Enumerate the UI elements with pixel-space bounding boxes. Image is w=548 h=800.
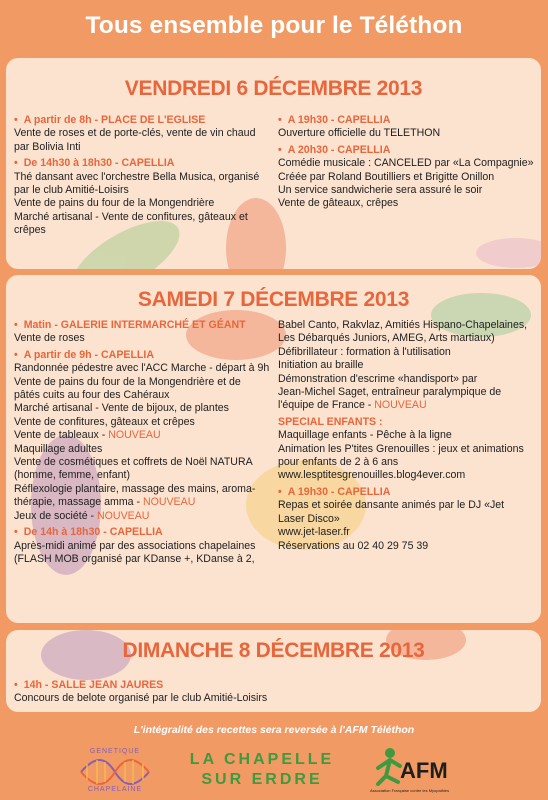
event-line-text: Vente de pains du four de la Mongendrière et de bbox=[14, 375, 241, 388]
event-line bbox=[14, 496, 276, 509]
event-line-text: Vente de tableaux - bbox=[14, 429, 109, 442]
logo1-line1: GENETIQUE bbox=[89, 748, 141, 755]
event-line-text: Jeux de société - bbox=[14, 509, 98, 522]
event-line bbox=[278, 540, 538, 553]
bullet-icon: • bbox=[14, 114, 18, 126]
event-line bbox=[14, 171, 276, 184]
event-heading-text: Matin - GALERIE INTERMARCHÉ ET GÉANT bbox=[23, 319, 246, 331]
page-title: Tous ensemble pour le Téléthon bbox=[85, 12, 463, 39]
event-heading bbox=[14, 349, 276, 362]
saturday-left-column bbox=[14, 319, 276, 566]
event-line bbox=[278, 429, 538, 442]
event-line bbox=[14, 141, 276, 154]
event-line bbox=[14, 376, 276, 389]
event-line bbox=[14, 389, 276, 402]
event-line-text: Ouverture officielle du TELETHON bbox=[278, 127, 441, 140]
event-heading bbox=[14, 526, 276, 539]
event-line bbox=[14, 540, 276, 553]
event-line-text: (homme, femme, enfant) bbox=[14, 469, 130, 482]
event-heading bbox=[278, 114, 538, 127]
event-heading-text: A 19h30 - CAPELLIA bbox=[287, 114, 391, 126]
event-line-text: Vente de confitures, gâteaux et crêpes bbox=[14, 415, 195, 428]
event-line-text: Animation les P'tites Grenouilles : jeux et animations bbox=[278, 442, 524, 455]
event-line-text: thérapie, massage amma - bbox=[14, 496, 143, 509]
event-line bbox=[14, 429, 276, 442]
event-line-text: Jean-Michel Saget, entraîneur paralympique de bbox=[278, 386, 502, 399]
new-badge: NOUVEAU bbox=[374, 399, 427, 412]
event-line-text: Un service sandwicherie sera assuré le soir bbox=[278, 184, 483, 197]
bullet-icon: • bbox=[14, 319, 18, 331]
event-line bbox=[14, 211, 276, 224]
new-badge: NOUVEAU bbox=[142, 496, 196, 509]
event-heading-text: 14h - SALLE JEAN JAURES bbox=[23, 679, 164, 691]
event-line-text: Vente de cosmétiques et coffrets de Noël NATURA bbox=[14, 456, 253, 469]
event-line bbox=[278, 373, 538, 386]
event-line bbox=[278, 526, 538, 539]
genetique-chapelaine-logo bbox=[75, 748, 155, 796]
event-line bbox=[278, 184, 538, 197]
sunday-column bbox=[14, 679, 514, 706]
event-line bbox=[278, 513, 538, 526]
event-line bbox=[14, 443, 276, 456]
logo2-line2: SUR ERDRE bbox=[201, 771, 323, 788]
logo2-line1: LA CHAPELLE bbox=[189, 751, 335, 768]
event-heading-text: A 20h30 - CAPELLIA bbox=[287, 143, 391, 156]
event-line-text: www.lesptitesgrenouilles.blog4ever.com bbox=[278, 469, 466, 482]
event-line-text: Maquillage enfants - Pêche à la ligne bbox=[278, 429, 452, 442]
event-line bbox=[278, 443, 538, 456]
event-heading bbox=[14, 319, 276, 332]
new-badge: NOUVEAU bbox=[97, 509, 150, 522]
event-heading-text: A partir de 8h - PLACE DE L'EGLISE bbox=[23, 114, 206, 126]
afm-text: AFM bbox=[400, 758, 448, 783]
event-line bbox=[278, 399, 538, 412]
event-line-text: Créée par Roland Boutilliers et Brigitte Onillon bbox=[278, 170, 495, 183]
event-line-text: Marché artisanal - Vente de bijoux, de plantes bbox=[14, 402, 229, 415]
event-line-text: Marché artisanal - Vente de confitures, gâteaux et bbox=[14, 210, 248, 223]
footer-note: L'intégralité des recettes sera reversée à l'AFM Téléthon bbox=[133, 724, 415, 736]
sunday-title: DIMANCHE 8 DÉCEMBRE 2013 bbox=[122, 639, 425, 662]
event-line bbox=[14, 402, 276, 415]
bullet-icon: • bbox=[278, 485, 282, 498]
event-line-text: Concours de belote organisé par le club Amitié-Loisirs bbox=[14, 692, 268, 705]
event-line-text: Maquillage adultes bbox=[14, 442, 103, 455]
event-line bbox=[14, 553, 276, 566]
event-heading bbox=[278, 486, 538, 499]
saturday-panel bbox=[6, 275, 541, 623]
event-line-text: Vente de roses et de porte-clés, vente de vin chaud bbox=[14, 127, 256, 140]
event-line-text: Randonnée pédestre avec l'ACC Marche - départ à 9h bbox=[14, 362, 270, 375]
event-line-text: Défibrillateur : formation à l'utilisation bbox=[278, 345, 451, 358]
event-line bbox=[14, 127, 276, 140]
event-line bbox=[278, 469, 538, 482]
event-line bbox=[14, 469, 276, 482]
event-line bbox=[278, 197, 538, 210]
bullet-icon: • bbox=[14, 348, 18, 361]
event-line bbox=[278, 456, 538, 469]
la-chapelle-sur-erdre-logo bbox=[182, 750, 342, 790]
event-line-text: Démonstration d'escrime «handisport» par bbox=[278, 372, 478, 385]
event-line-text: www.jet-laser.fr bbox=[278, 526, 350, 539]
event-line bbox=[278, 346, 538, 359]
bullet-icon: • bbox=[278, 114, 282, 126]
event-line-text: Après-midi animé par des associations chapelaines bbox=[14, 539, 256, 552]
bullet-icon: • bbox=[14, 157, 18, 170]
event-line-text: Vente de gâteaux, crêpes bbox=[278, 197, 399, 210]
event-line-text: Comédie musicale : CANCELED par «La Compagnie» bbox=[278, 157, 534, 170]
saturday-title: SAMEDI 7 DÉCEMBRE 2013 bbox=[137, 288, 410, 311]
event-heading-text: De 14h à 18h30 - CAPELLIA bbox=[23, 526, 163, 539]
event-line-text: (FLASH MOB organisé par KDanse +, KDanse à 2, bbox=[14, 552, 255, 565]
event-line-text: crêpes bbox=[14, 224, 46, 237]
event-line bbox=[278, 332, 538, 345]
friday-left-column bbox=[14, 114, 276, 238]
event-line bbox=[278, 319, 538, 332]
event-heading-text: A partir de 9h - CAPELLIA bbox=[23, 348, 154, 361]
bullet-icon: • bbox=[14, 679, 18, 691]
event-line-text: Babel Canto, Rakvlaz, Amitiés Hispano-Chapelaines, bbox=[278, 319, 528, 331]
friday-title: VENDREDI 6 DÉCEMBRE 2013 bbox=[124, 77, 423, 100]
event-line bbox=[14, 416, 276, 429]
sunday-panel bbox=[6, 630, 541, 712]
event-line-text: par Bolivia Inti bbox=[14, 140, 81, 153]
afm-logo bbox=[370, 746, 466, 796]
friday-panel bbox=[6, 58, 541, 269]
special-heading: SPECIAL ENFANTS : bbox=[278, 415, 383, 428]
event-line-text: par le club Amitié-Loisirs bbox=[14, 184, 129, 197]
event-line-text: Les Débarqués Juniors, AMEG, Arts martiaux) bbox=[278, 332, 495, 345]
event-heading bbox=[278, 144, 538, 157]
event-line-text: Laser Disco» bbox=[278, 512, 340, 525]
event-line-text: Réflexologie plantaire, massage des mains, aroma- bbox=[14, 482, 256, 495]
event-heading-text: A 19h30 - CAPELLIA bbox=[287, 485, 391, 498]
event-heading-text: De 14h30 à 18h30 - CAPELLIA bbox=[23, 157, 175, 170]
event-line bbox=[14, 692, 514, 705]
event-line bbox=[278, 171, 538, 184]
event-line bbox=[14, 456, 276, 469]
event-line bbox=[278, 359, 538, 372]
event-line bbox=[278, 157, 538, 170]
friday-right-column bbox=[278, 114, 538, 211]
logo1-line2: CHAPELAINE bbox=[87, 786, 143, 793]
bullet-icon: • bbox=[278, 143, 282, 156]
event-line-text: pour enfants de 2 à 6 ans bbox=[278, 456, 399, 469]
event-line-text: pâtés cuits au four des Cahéraux bbox=[14, 389, 170, 402]
event-line bbox=[14, 224, 276, 237]
event-line bbox=[14, 510, 276, 523]
event-line-text: Vente de roses bbox=[14, 332, 85, 345]
saturday-right-column bbox=[278, 319, 538, 553]
event-line-text: Vente de pains du four de la Mongendrière bbox=[14, 197, 215, 210]
event-heading bbox=[14, 114, 276, 127]
afm-subtitle: Association Française contre les Myopathies bbox=[370, 788, 450, 793]
event-line bbox=[14, 362, 276, 375]
event-heading bbox=[14, 679, 514, 692]
event-line bbox=[278, 499, 538, 512]
event-line bbox=[278, 127, 538, 140]
event-line bbox=[14, 197, 276, 210]
event-line-text: Repas et soirée dansante animés par le DJ «Jet bbox=[278, 499, 505, 512]
event-line-text: Thé dansant avec l'orchestre Bella Musica, organisé bbox=[14, 170, 260, 183]
bullet-icon: • bbox=[14, 526, 18, 539]
event-line bbox=[278, 386, 538, 399]
new-badge: NOUVEAU bbox=[108, 429, 161, 442]
event-line-text: l'équipe de France - bbox=[278, 399, 375, 412]
event-line bbox=[14, 483, 276, 496]
event-line bbox=[14, 184, 276, 197]
event-line bbox=[14, 332, 276, 345]
event-line-text: Initiation au braille bbox=[278, 359, 364, 372]
event-line-text: Réservations au 02 40 29 75 39 bbox=[278, 539, 429, 552]
event-heading bbox=[14, 157, 276, 170]
